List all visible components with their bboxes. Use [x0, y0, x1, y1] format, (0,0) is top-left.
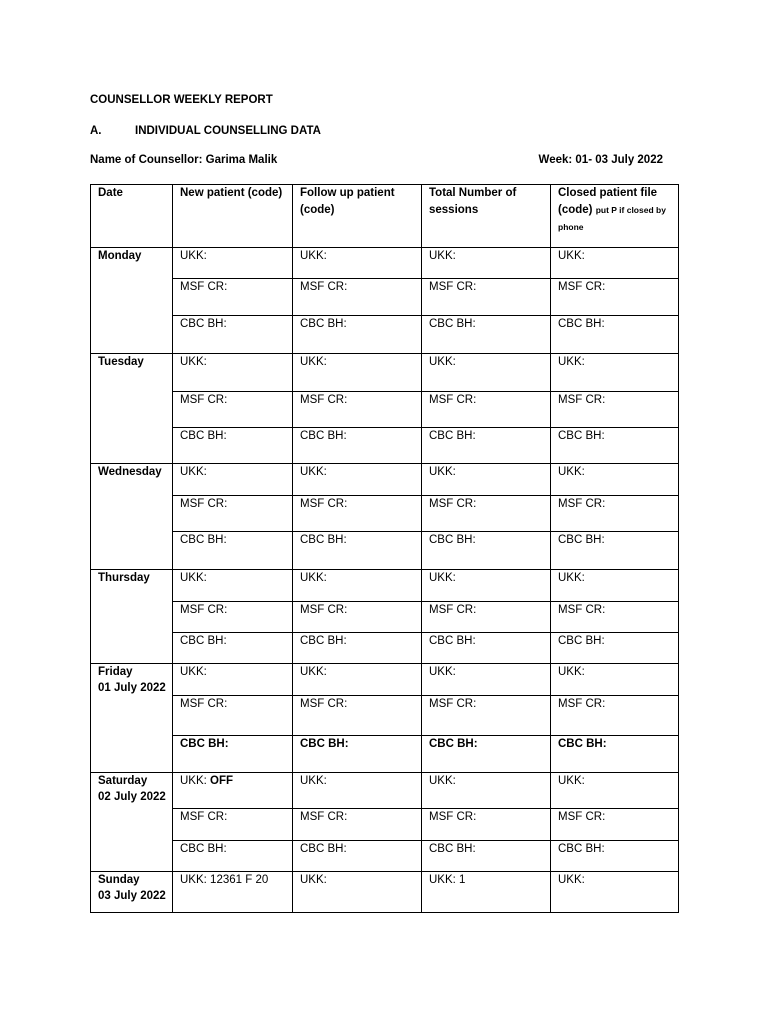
closed-file-cell: [551, 496, 679, 532]
site-label: CBC BH:: [300, 430, 347, 442]
site-label: MSF CR:: [180, 281, 228, 293]
closed-file-cell: [551, 633, 679, 664]
site-label: UKK:: [429, 666, 456, 678]
new-patient-cell: [173, 248, 293, 279]
site-label: CBC BH:: [300, 843, 347, 855]
site-label: CBC BH:: [558, 430, 605, 442]
site-label: MSF CR:: [558, 281, 606, 293]
site-label: UKK:: [429, 874, 456, 886]
new-patient-cell: [173, 736, 293, 773]
site-label: CBC BH:: [180, 843, 227, 855]
site-label: MSF CR:: [180, 498, 228, 510]
table-body: [91, 248, 679, 913]
site-label: MSF CR:: [558, 394, 606, 406]
follow-up-cell: [293, 633, 422, 664]
table-row: [91, 570, 679, 602]
total-sessions-cell: [422, 736, 551, 773]
total-sessions-cell: [422, 872, 551, 913]
closed-file-cell: [551, 428, 679, 464]
site-label: CBC BH:: [429, 635, 476, 647]
site-label: MSF CR:: [300, 698, 348, 710]
site-label: UKK:: [300, 666, 327, 678]
site-label: CBC BH:: [558, 635, 605, 647]
site-label: UKK:: [300, 466, 327, 478]
day-name: Thursday: [98, 572, 150, 584]
section-letter: A.: [90, 125, 102, 137]
site-label: MSF CR:: [558, 498, 606, 510]
site-label: UKK:: [180, 874, 207, 886]
table-row: [91, 696, 679, 736]
site-label: UKK:: [558, 250, 585, 262]
closed-file-cell: [551, 841, 679, 872]
header-follow-up-label: Follow up patient (code): [300, 187, 395, 216]
new-patient-cell: [173, 570, 293, 602]
site-label: CBC BH:: [300, 635, 347, 647]
closed-file-cell: [551, 464, 679, 496]
day-name: Tuesday: [98, 356, 144, 368]
day-cell: [91, 664, 173, 773]
table-row: [91, 464, 679, 496]
site-label: UKK:: [429, 572, 456, 584]
table-row: [91, 392, 679, 428]
site-label: UKK:: [429, 466, 456, 478]
site-label: UKK:: [180, 666, 207, 678]
new-patient-cell: [173, 664, 293, 696]
site-label: UKK:: [558, 775, 585, 787]
follow-up-cell: [293, 392, 422, 428]
site-label: MSF CR:: [300, 811, 348, 823]
new-patient-cell: [173, 633, 293, 664]
total-sessions-cell: [422, 248, 551, 279]
new-patient-cell: [173, 279, 293, 316]
follow-up-cell: [293, 773, 422, 809]
closed-file-cell: [551, 570, 679, 602]
header-date: [91, 185, 173, 248]
site-label: MSF CR:: [558, 604, 606, 616]
site-label: UKK:: [429, 775, 456, 787]
day-date: 03 July 2022: [98, 890, 166, 902]
follow-up-cell: [293, 532, 422, 570]
site-label: CBC BH:: [180, 738, 229, 750]
cell-value: 12361 F 20: [210, 874, 269, 886]
day-cell: [91, 872, 173, 913]
closed-file-cell: [551, 809, 679, 841]
site-label: UKK:: [558, 666, 585, 678]
site-label: UKK:: [429, 356, 456, 368]
new-patient-cell: [173, 532, 293, 570]
site-label: CBC BH:: [180, 318, 227, 330]
total-sessions-cell: [422, 392, 551, 428]
site-label: CBC BH:: [300, 738, 349, 750]
total-sessions-cell: [422, 354, 551, 392]
follow-up-cell: [293, 464, 422, 496]
closed-file-cell: [551, 664, 679, 696]
closed-file-cell: [551, 279, 679, 316]
follow-up-cell: [293, 428, 422, 464]
day-date: 02 July 2022: [98, 791, 166, 803]
site-label: MSF CR:: [300, 498, 348, 510]
site-label: UKK:: [558, 466, 585, 478]
site-label: UKK:: [558, 356, 585, 368]
follow-up-cell: [293, 696, 422, 736]
site-label: MSF CR:: [300, 394, 348, 406]
new-patient-cell: [173, 496, 293, 532]
site-label: CBC BH:: [429, 534, 476, 546]
site-label: UKK:: [300, 775, 327, 787]
day-date: 01 July 2022: [98, 682, 166, 694]
day-cell: [91, 464, 173, 570]
follow-up-cell: [293, 570, 422, 602]
follow-up-cell: [293, 841, 422, 872]
follow-up-cell: [293, 279, 422, 316]
total-sessions-cell: [422, 428, 551, 464]
table-row: [91, 428, 679, 464]
total-sessions-cell: [422, 602, 551, 633]
follow-up-cell: [293, 316, 422, 354]
new-patient-cell: [173, 696, 293, 736]
site-label: CBC BH:: [180, 430, 227, 442]
total-sessions-cell: [422, 532, 551, 570]
table-row: [91, 248, 679, 279]
site-label: CBC BH:: [429, 318, 476, 330]
new-patient-cell: [173, 428, 293, 464]
site-label: UKK:: [300, 572, 327, 584]
closed-file-cell: [551, 736, 679, 773]
site-label: UKK:: [180, 775, 207, 787]
closed-file-cell: [551, 316, 679, 354]
day-name: Friday: [98, 666, 133, 678]
closed-file-cell: [551, 248, 679, 279]
new-patient-cell: [173, 841, 293, 872]
table-row: [91, 633, 679, 664]
site-label: CBC BH:: [558, 738, 607, 750]
cell-value: 1: [459, 874, 466, 886]
table-row: [91, 809, 679, 841]
site-label: MSF CR:: [180, 604, 228, 616]
site-label: UKK:: [300, 874, 327, 886]
follow-up-cell: [293, 248, 422, 279]
day-name: Sunday: [98, 874, 140, 886]
header-new-patient-label: New patient (code): [180, 187, 283, 199]
site-label: CBC BH:: [558, 843, 605, 855]
site-label: UKK:: [180, 466, 207, 478]
follow-up-cell: [293, 809, 422, 841]
site-label: CBC BH:: [300, 318, 347, 330]
total-sessions-cell: [422, 696, 551, 736]
week-range: Week: 01- 03 July 2022: [538, 154, 663, 166]
new-patient-cell: [173, 464, 293, 496]
site-label: MSF CR:: [429, 811, 477, 823]
new-patient-cell: [173, 316, 293, 354]
header-closed-note: put P if closed by phone: [558, 205, 666, 232]
total-sessions-cell: [422, 496, 551, 532]
site-label: UKK:: [300, 356, 327, 368]
total-sessions-cell: [422, 464, 551, 496]
follow-up-cell: [293, 872, 422, 913]
site-label: MSF CR:: [180, 811, 228, 823]
header-new-patient: [173, 185, 293, 248]
site-label: UKK:: [300, 250, 327, 262]
site-label: UKK:: [558, 874, 585, 886]
new-patient-cell: [173, 773, 293, 809]
closed-file-cell: [551, 532, 679, 570]
site-label: CBC BH:: [300, 534, 347, 546]
follow-up-cell: [293, 496, 422, 532]
table-row: [91, 316, 679, 354]
table-row: [91, 354, 679, 392]
table-row: [91, 496, 679, 532]
day-name: Wednesday: [98, 466, 162, 478]
site-label: UKK:: [180, 356, 207, 368]
site-label: CBC BH:: [558, 534, 605, 546]
site-label: UKK:: [180, 250, 207, 262]
new-patient-cell: [173, 809, 293, 841]
site-label: MSF CR:: [429, 698, 477, 710]
table-row: [91, 532, 679, 570]
header-closed-file: [551, 185, 679, 248]
site-label: CBC BH:: [180, 534, 227, 546]
day-cell: [91, 773, 173, 872]
table-row: [91, 664, 679, 696]
header-date-label: Date: [98, 187, 123, 199]
site-label: UKK:: [180, 572, 207, 584]
total-sessions-cell: [422, 316, 551, 354]
follow-up-cell: [293, 736, 422, 773]
site-label: CBC BH:: [558, 318, 605, 330]
closed-file-cell: [551, 696, 679, 736]
site-label: MSF CR:: [180, 698, 228, 710]
section-title: INDIVIDUAL COUNSELLING DATA: [135, 125, 321, 137]
day-cell: [91, 354, 173, 464]
table-row: [91, 773, 679, 809]
site-label: MSF CR:: [300, 281, 348, 293]
site-label: CBC BH:: [180, 635, 227, 647]
total-sessions-cell: [422, 664, 551, 696]
closed-file-cell: [551, 392, 679, 428]
table-row: [91, 872, 679, 913]
total-sessions-cell: [422, 570, 551, 602]
new-patient-cell: [173, 872, 293, 913]
site-label: MSF CR:: [180, 394, 228, 406]
site-label: MSF CR:: [429, 394, 477, 406]
follow-up-cell: [293, 664, 422, 696]
site-label: MSF CR:: [429, 498, 477, 510]
cell-value: OFF: [210, 775, 234, 787]
total-sessions-cell: [422, 279, 551, 316]
table-header-row: [91, 185, 679, 248]
follow-up-cell: [293, 602, 422, 633]
site-label: UKK:: [558, 572, 585, 584]
follow-up-cell: [293, 354, 422, 392]
header-follow-up: [293, 185, 422, 248]
closed-file-cell: [551, 602, 679, 633]
closed-file-cell: [551, 872, 679, 913]
counselling-table: [90, 184, 679, 913]
header-closed-label: Closed patient file (code): [558, 187, 658, 216]
total-sessions-cell: [422, 633, 551, 664]
site-label: MSF CR:: [429, 281, 477, 293]
new-patient-cell: [173, 392, 293, 428]
total-sessions-cell: [422, 773, 551, 809]
site-label: MSF CR:: [558, 698, 606, 710]
site-label: UKK:: [429, 250, 456, 262]
report-title: COUNSELLOR WEEKLY REPORT: [90, 94, 273, 106]
closed-file-cell: [551, 773, 679, 809]
total-sessions-cell: [422, 809, 551, 841]
new-patient-cell: [173, 354, 293, 392]
day-cell: [91, 570, 173, 664]
site-label: CBC BH:: [429, 738, 478, 750]
header-total-sessions: [422, 185, 551, 248]
site-label: CBC BH:: [429, 843, 476, 855]
total-sessions-cell: [422, 841, 551, 872]
table-row: [91, 602, 679, 633]
counsellor-name: Name of Counsellor: Garima Malik: [90, 154, 278, 166]
day-name: Monday: [98, 250, 142, 262]
site-label: CBC BH:: [429, 430, 476, 442]
table-row: [91, 841, 679, 872]
table-row: [91, 279, 679, 316]
day-cell: [91, 248, 173, 354]
closed-file-cell: [551, 354, 679, 392]
header-total-sessions-label: Total Number of sessions: [429, 187, 517, 216]
day-name: Saturday: [98, 775, 148, 787]
site-label: MSF CR:: [558, 811, 606, 823]
new-patient-cell: [173, 602, 293, 633]
site-label: MSF CR:: [429, 604, 477, 616]
table-row: [91, 736, 679, 773]
site-label: MSF CR:: [300, 604, 348, 616]
